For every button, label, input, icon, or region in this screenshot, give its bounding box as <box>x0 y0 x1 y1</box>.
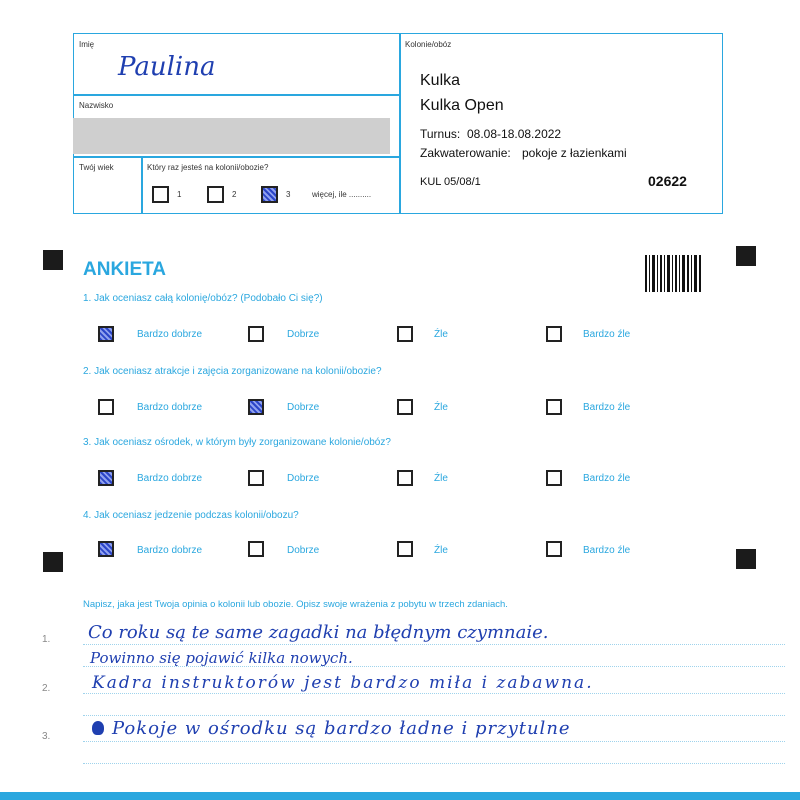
q3-label-bardzo-dobrze: Bardzo dobrze <box>137 473 203 484</box>
header-divider-name <box>73 94 400 96</box>
q1-label-zle: Źle <box>434 329 448 340</box>
header-divider-vertical <box>399 33 401 214</box>
camp-code: KUL 05/08/1 <box>420 176 481 188</box>
times-label-1: 1 <box>177 190 182 199</box>
question-2-text: 2. Jak oceniasz atrakcje i zajęcia zorganizowane na kolonii/obozie? <box>83 366 382 377</box>
times-label-2: 2 <box>232 190 237 199</box>
answer-line-1 <box>83 644 785 645</box>
question-3-text: 3. Jak oceniasz ośrodek, w którym były zorganizowane kolonie/obóz? <box>83 437 391 448</box>
registration-marker-bl <box>43 552 63 572</box>
q4-option-dobrze[interactable] <box>248 541 264 557</box>
q3-option-bardzo-dobrze[interactable] <box>98 470 114 486</box>
answer-text-2[interactable]: Kadra instruktorów jest bardzo miła i zabawna. <box>92 673 594 693</box>
header-divider-age-col <box>141 156 143 214</box>
question-4-text: 4. Jak oceniasz jedzenie podczas kolonii/obozu? <box>83 510 299 521</box>
opinion-prompt: Napisz, jaka jest Twoja opinia o kolonii lub obozie. Opisz swoje wrażenia z pobytu w trzech zdaniach. <box>83 599 508 610</box>
answer-text-1[interactable]: Co roku są te same zagadki na błędnym czymnaie. <box>88 622 549 643</box>
times-checkbox-3[interactable] <box>261 186 278 203</box>
q2-option-bardzo-zle[interactable] <box>546 399 562 415</box>
imie-value[interactable]: Paulina <box>118 52 216 82</box>
q1-option-bardzo-zle[interactable] <box>546 326 562 342</box>
q3-label-zle: Źle <box>434 473 448 484</box>
turnus-value: 08.08-18.08.2022 <box>467 127 562 141</box>
q1-option-zle[interactable] <box>397 326 413 342</box>
q2-label-zle: Źle <box>434 402 448 413</box>
q4-option-zle[interactable] <box>397 541 413 557</box>
kolonia-label: Kolonie/obóz <box>405 40 452 49</box>
line-number-1: 1. <box>42 634 51 645</box>
q4-label-zle: Źle <box>434 545 448 556</box>
q4-option-bardzo-zle[interactable] <box>546 541 562 557</box>
nazwisko-label: Nazwisko <box>79 101 114 110</box>
barcode <box>645 255 703 292</box>
answer-line-2b <box>83 715 785 716</box>
q1-option-dobrze[interactable] <box>248 326 264 342</box>
q1-label-bardzo-zle: Bardzo źle <box>583 329 631 340</box>
footer-strip <box>0 792 800 800</box>
header-divider-age <box>73 156 400 158</box>
q2-label-bardzo-dobrze: Bardzo dobrze <box>137 402 203 413</box>
ink-blot-icon <box>92 721 104 735</box>
q2-label-dobrze: Dobrze <box>287 402 320 413</box>
ktory-raz-label: Który raz jesteś na kolonii/obozie? <box>147 163 269 172</box>
answer-text-3[interactable]: Pokoje w ośrodku są bardzo ładne i przytulne <box>112 718 571 739</box>
registration-marker-tr <box>736 246 756 266</box>
zakw-value: pokoje z łazienkami <box>522 146 627 160</box>
answer-line-2 <box>83 693 785 694</box>
twoj-wiek-label: Twój wiek <box>79 163 114 172</box>
q4-label-dobrze: Dobrze <box>287 545 320 556</box>
q1-option-bardzo-dobrze[interactable] <box>98 326 114 342</box>
q3-label-dobrze: Dobrze <box>287 473 320 484</box>
zakw-label: Zakwaterowanie: <box>420 146 511 160</box>
nazwisko-redacted <box>73 118 390 154</box>
q3-label-bardzo-zle: Bardzo źle <box>583 473 631 484</box>
q4-label-bardzo-dobrze: Bardzo dobrze <box>137 545 203 556</box>
q1-label-dobrze: Dobrze <box>287 329 320 340</box>
camp-program: Kulka Open <box>420 97 504 114</box>
survey-title: ANKIETA <box>83 259 167 280</box>
q4-label-bardzo-zle: Bardzo źle <box>583 545 631 556</box>
q3-option-zle[interactable] <box>397 470 413 486</box>
line-number-2: 2. <box>42 683 51 694</box>
imie-label: Imię <box>79 40 95 49</box>
registration-marker-tl <box>43 250 63 270</box>
q2-option-dobrze[interactable] <box>248 399 264 415</box>
times-label-more: więcej, ile .......... <box>312 190 372 199</box>
turnus-label: Turnus: <box>420 127 461 141</box>
answer-text-1b[interactable]: Powinno się pojawić kilka nowych. <box>90 649 353 667</box>
q3-option-dobrze[interactable] <box>248 470 264 486</box>
q3-option-bardzo-zle[interactable] <box>546 470 562 486</box>
q4-option-bardzo-dobrze[interactable] <box>98 541 114 557</box>
form-number: 02622 <box>648 173 687 189</box>
line-number-3: 3. <box>42 731 51 742</box>
answer-line-3b <box>83 763 785 764</box>
camp-name: Kulka <box>420 72 461 89</box>
q2-option-bardzo-dobrze[interactable] <box>98 399 114 415</box>
times-checkbox-2[interactable] <box>207 186 224 203</box>
q2-option-zle[interactable] <box>397 399 413 415</box>
answer-line-3 <box>83 741 785 742</box>
q2-label-bardzo-zle: Bardzo źle <box>583 402 631 413</box>
times-checkbox-1[interactable] <box>152 186 169 203</box>
times-label-3: 3 <box>286 190 291 199</box>
question-1-text: 1. Jak oceniasz całą kolonię/obóz? (Podobało Ci się?) <box>83 293 323 304</box>
registration-marker-br <box>736 549 756 569</box>
q1-label-bardzo-dobrze: Bardzo dobrze <box>137 329 203 340</box>
